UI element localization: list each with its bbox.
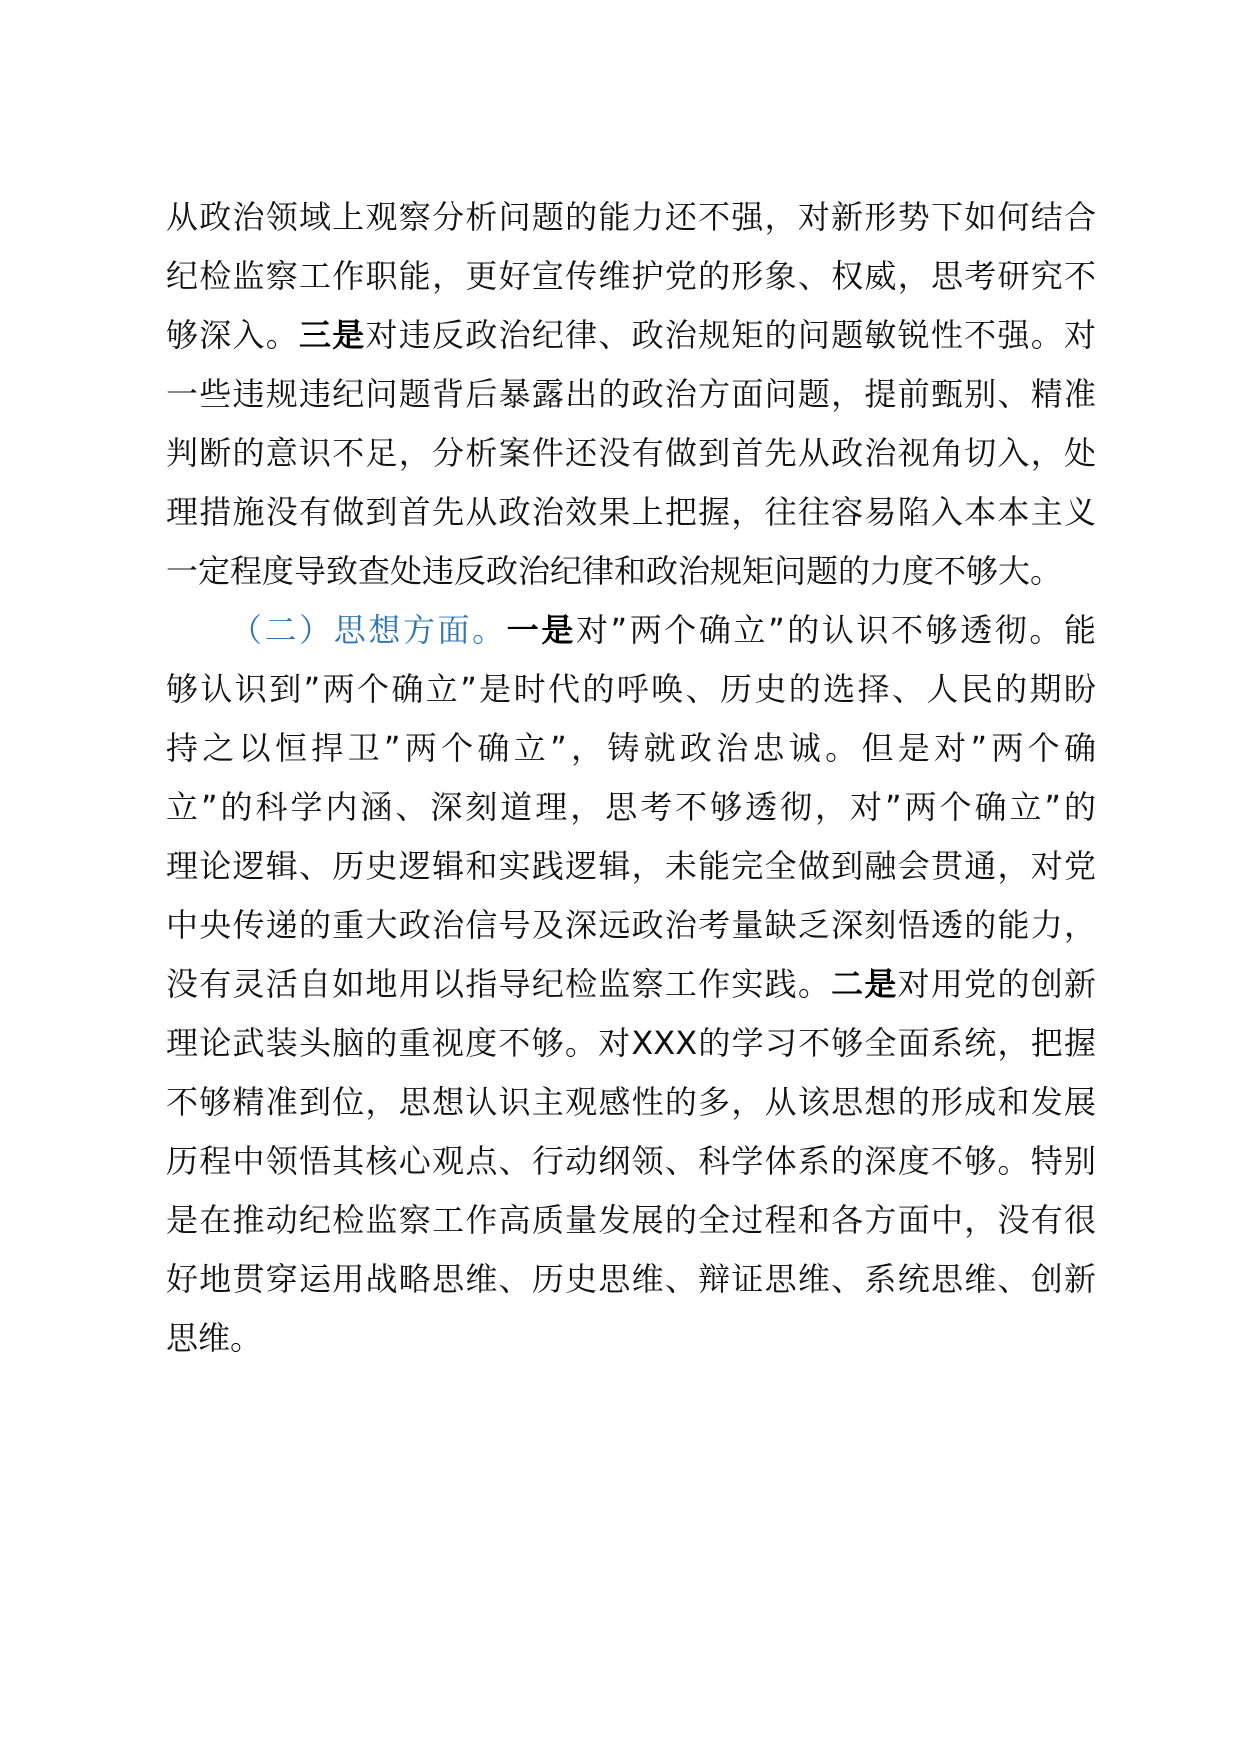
text-line [166,487,1096,537]
text-run: 判断的意识不足，分析案件还没有做到首先从政治视角切入，处 [166,434,1096,472]
text-line [166,841,1096,891]
text-line [166,723,1096,773]
section-heading: （二）思想方面。 [230,611,507,649]
text-line [166,959,1096,1009]
text-run: 对违反政治纪律、政治规矩的问题敏锐性不强。对 [365,316,1096,354]
text-run: 思维。 [166,1319,263,1357]
text-line [166,428,1096,478]
text-run: 够深入。 [166,316,300,354]
text-line [166,1018,1096,1068]
text-run: 对”两个确立”的认识不够透彻。能 [575,611,1096,649]
emphasis-marker: 二是 [831,965,898,1003]
text-run: 理措施没有做到首先从政治效果上把握，往往容易陷入本本主义 [166,493,1096,531]
text-line [166,369,1096,419]
section-heading-line [230,605,1096,655]
emphasis-marker: 三是 [299,316,366,354]
text-run: 从政治领域上观察分析问题的能力还不强，对新形势下如何结合 [166,198,1096,236]
text-line [166,1313,1096,1363]
text-run: 不够精准到位，思想认识主观感性的多，从该思想的形成和发展 [166,1083,1096,1121]
text-line [166,900,1096,950]
text-line [166,1254,1096,1304]
text-run: 立”的科学内涵、深刻道理，思考不够透彻，对”两个确立”的 [166,788,1096,826]
text-run: 好地贯穿运用战略思维、历史思维、辩证思维、系统思维、创新 [166,1260,1096,1298]
text-run: 持之以恒捍卫”两个确立”，铸就政治忠诚。但是对”两个确 [166,729,1096,767]
text-line [166,546,1096,596]
text-run: 是在推动纪检监察工作高质量发展的全过程和各方面中，没有很 [166,1201,1096,1239]
text-run: 没有灵活自如地用以指导纪检监察工作实践。 [166,965,832,1003]
text-line [166,664,1096,714]
text-run: 一些违规违纪问题背后暴露出的政治方面问题，提前甄别、精准 [166,375,1096,413]
text-run: 历程中领悟其核心观点、行动纲领、科学体系的深度不够。特别 [166,1142,1096,1180]
text-line [166,1195,1096,1245]
text-line [166,1136,1096,1186]
text-run: 中央传递的重大政治信号及深远政治考量缺乏深刻悟透的能力， [166,906,1096,944]
text-run: 纪检监察工作职能，更好宣传维护党的形象、权威，思考研究不 [166,257,1096,295]
text-run: 对用党的创新 [897,965,1096,1003]
text-run: 够认识到”两个确立”是时代的呼唤、历史的选择、人民的期盼 [166,670,1096,708]
text-line [166,782,1096,832]
text-run: 一定程度导致查处违反政治纪律和政治规矩问题的力度不够大。 [166,552,1063,590]
text-run: 理论逻辑、历史逻辑和实践逻辑，未能完全做到融会贯通，对党 [166,847,1096,885]
text-run: 理论武装头脑的重视度不够。对XXX的学习不够全面系统，把握 [166,1024,1096,1062]
text-line [166,192,1096,242]
text-line [166,1077,1096,1127]
text-line [166,310,1096,360]
emphasis-marker: 一是 [506,611,576,649]
text-line [166,251,1096,301]
